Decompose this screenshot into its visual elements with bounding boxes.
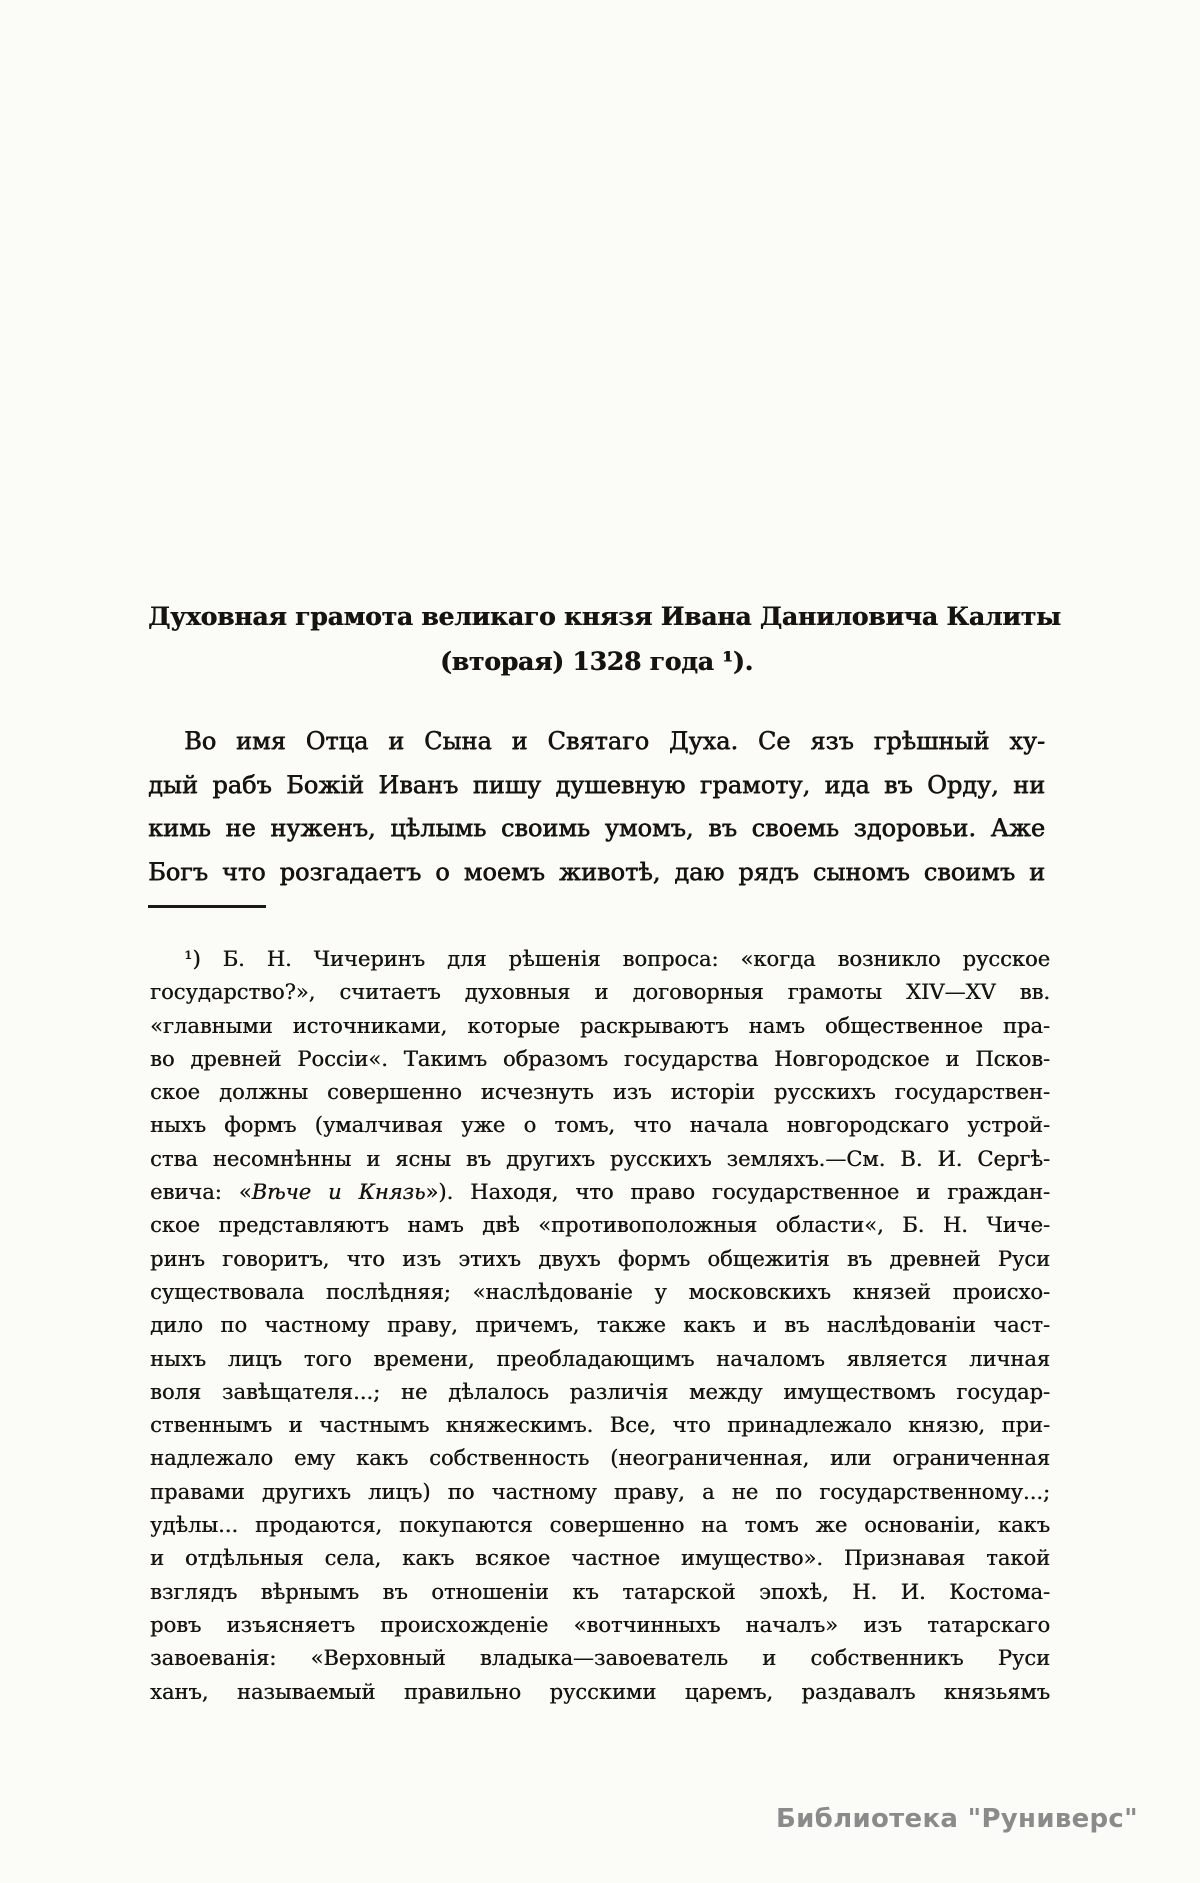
footnote-line: воля завѣщателя...; не дѣлалось различія между имуществомъ государ- xyxy=(150,1379,1050,1404)
footnote-line: во древней Россіи«. Такимъ образомъ государства Новгородское и Псков- xyxy=(150,1046,1050,1071)
footnote-line: удѣлы... продаются, покупаются совершенно на томъ же основаніи, какъ xyxy=(150,1513,1050,1538)
footnote-line: ныхъ лицъ того времени, преобладающимъ началомъ является личная xyxy=(150,1346,1050,1371)
text-line: кимь не нуженъ, цѣлымь своимь умомъ, въ своемь здоровьи. Аже xyxy=(148,814,1045,842)
footnote-line: ское представляютъ намъ двѣ «противоположныя области«, Б. Н. Чиче- xyxy=(150,1213,1050,1238)
title-line-1: Духовная грамота великаго князя Ивана Даниловича Калиты xyxy=(148,602,1061,631)
footnote-line: ства несомнѣнны и ясны въ другихъ русскихъ земляхъ.—См. В. И. Сергѣ- xyxy=(150,1146,1050,1171)
footnote-line: ханъ, называемый правильно русскими царемъ, раздавалъ князьямъ xyxy=(150,1679,1050,1704)
library-watermark: Библиотека "Руниверс" xyxy=(776,1804,1138,1834)
footnote-line-text: »). Находя, что право государственное и граждан- xyxy=(425,1180,1050,1205)
footnote-line: ныхъ формъ (умалчивая уже о томъ, что начала новгородскаго устрой- xyxy=(150,1113,1050,1138)
footnote-line-text: евича: « xyxy=(150,1180,252,1205)
footnote-line: взглядъ вѣрнымъ въ отношеніи къ татарской эпохѣ, Н. И. Костома- xyxy=(150,1579,1050,1604)
footnote-line: дило по частному праву, причемъ, также какъ и въ наслѣдованіи част- xyxy=(150,1313,1050,1338)
footnote-line: ровъ изъясняетъ происхожденіе «вотчинныхъ началъ» изъ татарскаго xyxy=(150,1612,1050,1637)
footnote-line: существовала послѣдняя; «наслѣдованіе у московскихъ князей происхо- xyxy=(150,1279,1050,1304)
footnote-line: ственнымъ и частнымъ княжескимъ. Все, что принадлежало князю, при- xyxy=(150,1413,1050,1438)
main-paragraph xyxy=(148,720,1045,894)
footnote-line: и отдѣльныя села, какъ всякое частное имущество». Признавая такой xyxy=(150,1546,1050,1571)
footnote-line: правами другихъ лицъ) по частному праву, а не по государственному...; xyxy=(150,1479,1050,1504)
document-title xyxy=(148,594,1061,684)
footnote-line: ¹) Б. Н. Чичеринъ для рѣшенія вопроса: «когда возникло русское xyxy=(184,947,1050,971)
title-line-2: (вторая) 1328 года ¹). xyxy=(440,647,753,676)
footnote-separator-rule xyxy=(148,905,266,908)
text-line: Богъ что розгадаетъ о моемъ животѣ, даю рядъ сыномъ своимъ и xyxy=(148,857,1045,886)
footnote-italic-book-title: Вѣче и Князь xyxy=(251,1180,426,1205)
text-line: дый рабъ Божій Иванъ пишу душевную грамоту, ида въ Орду, ни xyxy=(148,770,1045,799)
footnote-line: надлежало ему какъ собственность (неограниченная, или ограниченная xyxy=(150,1446,1050,1471)
footnote xyxy=(150,943,1050,1709)
footnote-line xyxy=(150,1176,1050,1209)
footnote-line: «главными источниками, которые раскрываютъ намъ общественное пра- xyxy=(150,1013,1050,1038)
text-line: Во имя Отца и Сына и Святаго Духа. Се язъ грѣшный ху- xyxy=(184,727,1045,755)
footnote-line: завоеванія: «Верховный владыка—завоеватель и собственникъ Руси xyxy=(150,1646,1050,1671)
footnote-line: ринъ говоритъ, что изъ этихъ двухъ формъ общежитія въ древней Руси xyxy=(150,1246,1050,1271)
footnote-line: государство?», считаетъ духовныя и договорныя грамоты XIV—XV вв. xyxy=(150,980,1050,1005)
footnote-line: ское должны совершенно исчезнуть изъ исторіи русскихъ государствен- xyxy=(150,1080,1050,1105)
